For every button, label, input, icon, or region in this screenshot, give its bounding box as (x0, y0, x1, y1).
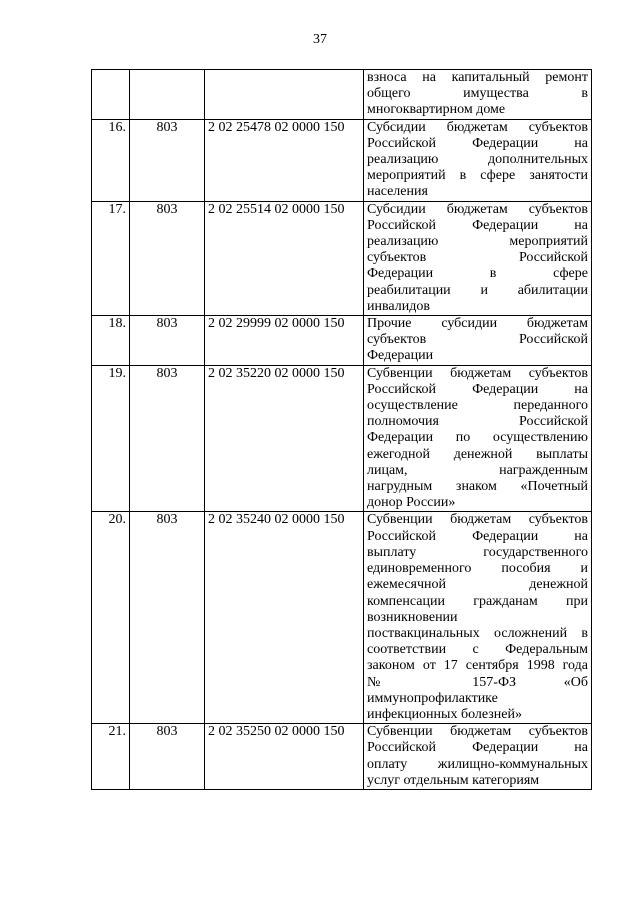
budget-classification-code: 2 02 35250 02 0000 150 (205, 724, 364, 790)
admin-code: 803 (130, 119, 205, 201)
income-name-line: населения (367, 184, 428, 200)
income-name-line: Субсидии бюджетам субъектов (367, 201, 588, 217)
income-name-line: осуществление переданного (367, 398, 588, 414)
income-name-line: услуг отдельным категориям (367, 772, 540, 788)
admin-code (130, 70, 205, 120)
income-name-line: возникновении (367, 609, 458, 625)
income-name-line: компенсации гражданам при (367, 593, 588, 609)
income-name-line: Субвенции бюджетам субъектов (367, 512, 588, 528)
income-name-line: поствакцинальных осложнений в (367, 625, 588, 641)
income-name-line: многоквартирном доме (367, 102, 506, 118)
income-name-line: Российской Федерации на (367, 528, 588, 544)
admin-code: 803 (130, 201, 205, 315)
income-name-line: реабилитации и абилитации (367, 282, 588, 298)
income-name-line: Субвенции бюджетам субъектов (367, 365, 588, 381)
income-name (364, 724, 592, 790)
income-name-line: реализацию мероприятий (367, 234, 588, 250)
income-name (364, 119, 592, 201)
income-name-line: Прочие субсидии бюджетам (367, 316, 588, 332)
income-name-line: Федерации в сфере (367, 266, 588, 282)
table-body (92, 70, 592, 790)
admin-code: 803 (130, 365, 205, 512)
income-name (364, 201, 592, 315)
row-number: 21. (92, 724, 130, 790)
income-name-line: инфекционных болезней» (367, 706, 522, 722)
income-name-line: оплату жилищно-коммунальных (367, 756, 588, 772)
row-number: 16. (92, 119, 130, 201)
table-row (92, 316, 592, 366)
income-name-line: лицам, награжденным (367, 462, 588, 478)
income-name-line: полномочия Российской (367, 414, 588, 430)
income-name-line: реализацию дополнительных (367, 152, 588, 168)
income-name-line: иммунопрофилактике (367, 690, 498, 706)
row-number: 19. (92, 365, 130, 512)
income-name-line: ежегодной денежной выплаты (367, 446, 588, 462)
income-name-line: Российской Федерации на (367, 135, 588, 151)
table-row (92, 512, 592, 724)
income-name (364, 316, 592, 366)
income-name-line: Российской Федерации на (367, 381, 588, 397)
row-number: 20. (92, 512, 130, 724)
row-number (92, 70, 130, 120)
income-name-line: соответствии с Федеральным (367, 642, 588, 658)
income-name-line: донор России» (367, 495, 456, 511)
income-name (364, 512, 592, 724)
budget-classification-code: 2 02 25478 02 0000 150 (205, 119, 364, 201)
page-number: 37 (313, 32, 327, 47)
budget-classification-code: 2 02 25514 02 0000 150 (205, 201, 364, 315)
income-name-line: общего имущества в (367, 86, 588, 102)
admin-code: 803 (130, 316, 205, 366)
income-name-line: единовременного пособия и (367, 561, 588, 577)
budget-table (91, 69, 592, 790)
income-name-line: законом от 17 сентября 1998 года (367, 658, 588, 674)
income-name-line: Федерации (367, 348, 434, 364)
row-number: 18. (92, 316, 130, 366)
income-name-line: нагрудным знаком «Почетный (367, 479, 588, 495)
income-name-line: ежемесячной денежной (367, 577, 588, 593)
income-name-line: Субвенции бюджетам субъектов (367, 724, 588, 740)
income-name-line: субъектов Российской (367, 250, 588, 266)
income-name-line: субъектов Российской (367, 332, 588, 348)
budget-classification-code: 2 02 29999 02 0000 150 (205, 316, 364, 366)
income-name-line: инвалидов (367, 298, 430, 314)
income-name-line: Субсидии бюджетам субъектов (367, 119, 588, 135)
income-name-line: выплату государственного (367, 544, 588, 560)
table-row (92, 201, 592, 315)
table-row (92, 119, 592, 201)
income-name-line: взноса на капитальный ремонт (367, 70, 588, 85)
income-name (364, 70, 592, 120)
budget-classification-code: 2 02 35220 02 0000 150 (205, 365, 364, 512)
budget-classification-code (205, 70, 364, 120)
income-name-line: № 157-ФЗ «Об (367, 674, 588, 690)
admin-code: 803 (130, 724, 205, 790)
budget-classification-code: 2 02 35240 02 0000 150 (205, 512, 364, 724)
row-number: 17. (92, 201, 130, 315)
admin-code: 803 (130, 512, 205, 724)
income-name-line: Федерации по осуществлению (367, 430, 588, 446)
income-name-line: Российской Федерации на (367, 217, 588, 233)
table-row (92, 724, 592, 790)
income-name (364, 365, 592, 512)
income-name-line: мероприятий в сфере занятости (367, 168, 588, 184)
income-name-line: Российской Федерации на (367, 740, 588, 756)
table-row (92, 70, 592, 120)
table-row (92, 365, 592, 512)
